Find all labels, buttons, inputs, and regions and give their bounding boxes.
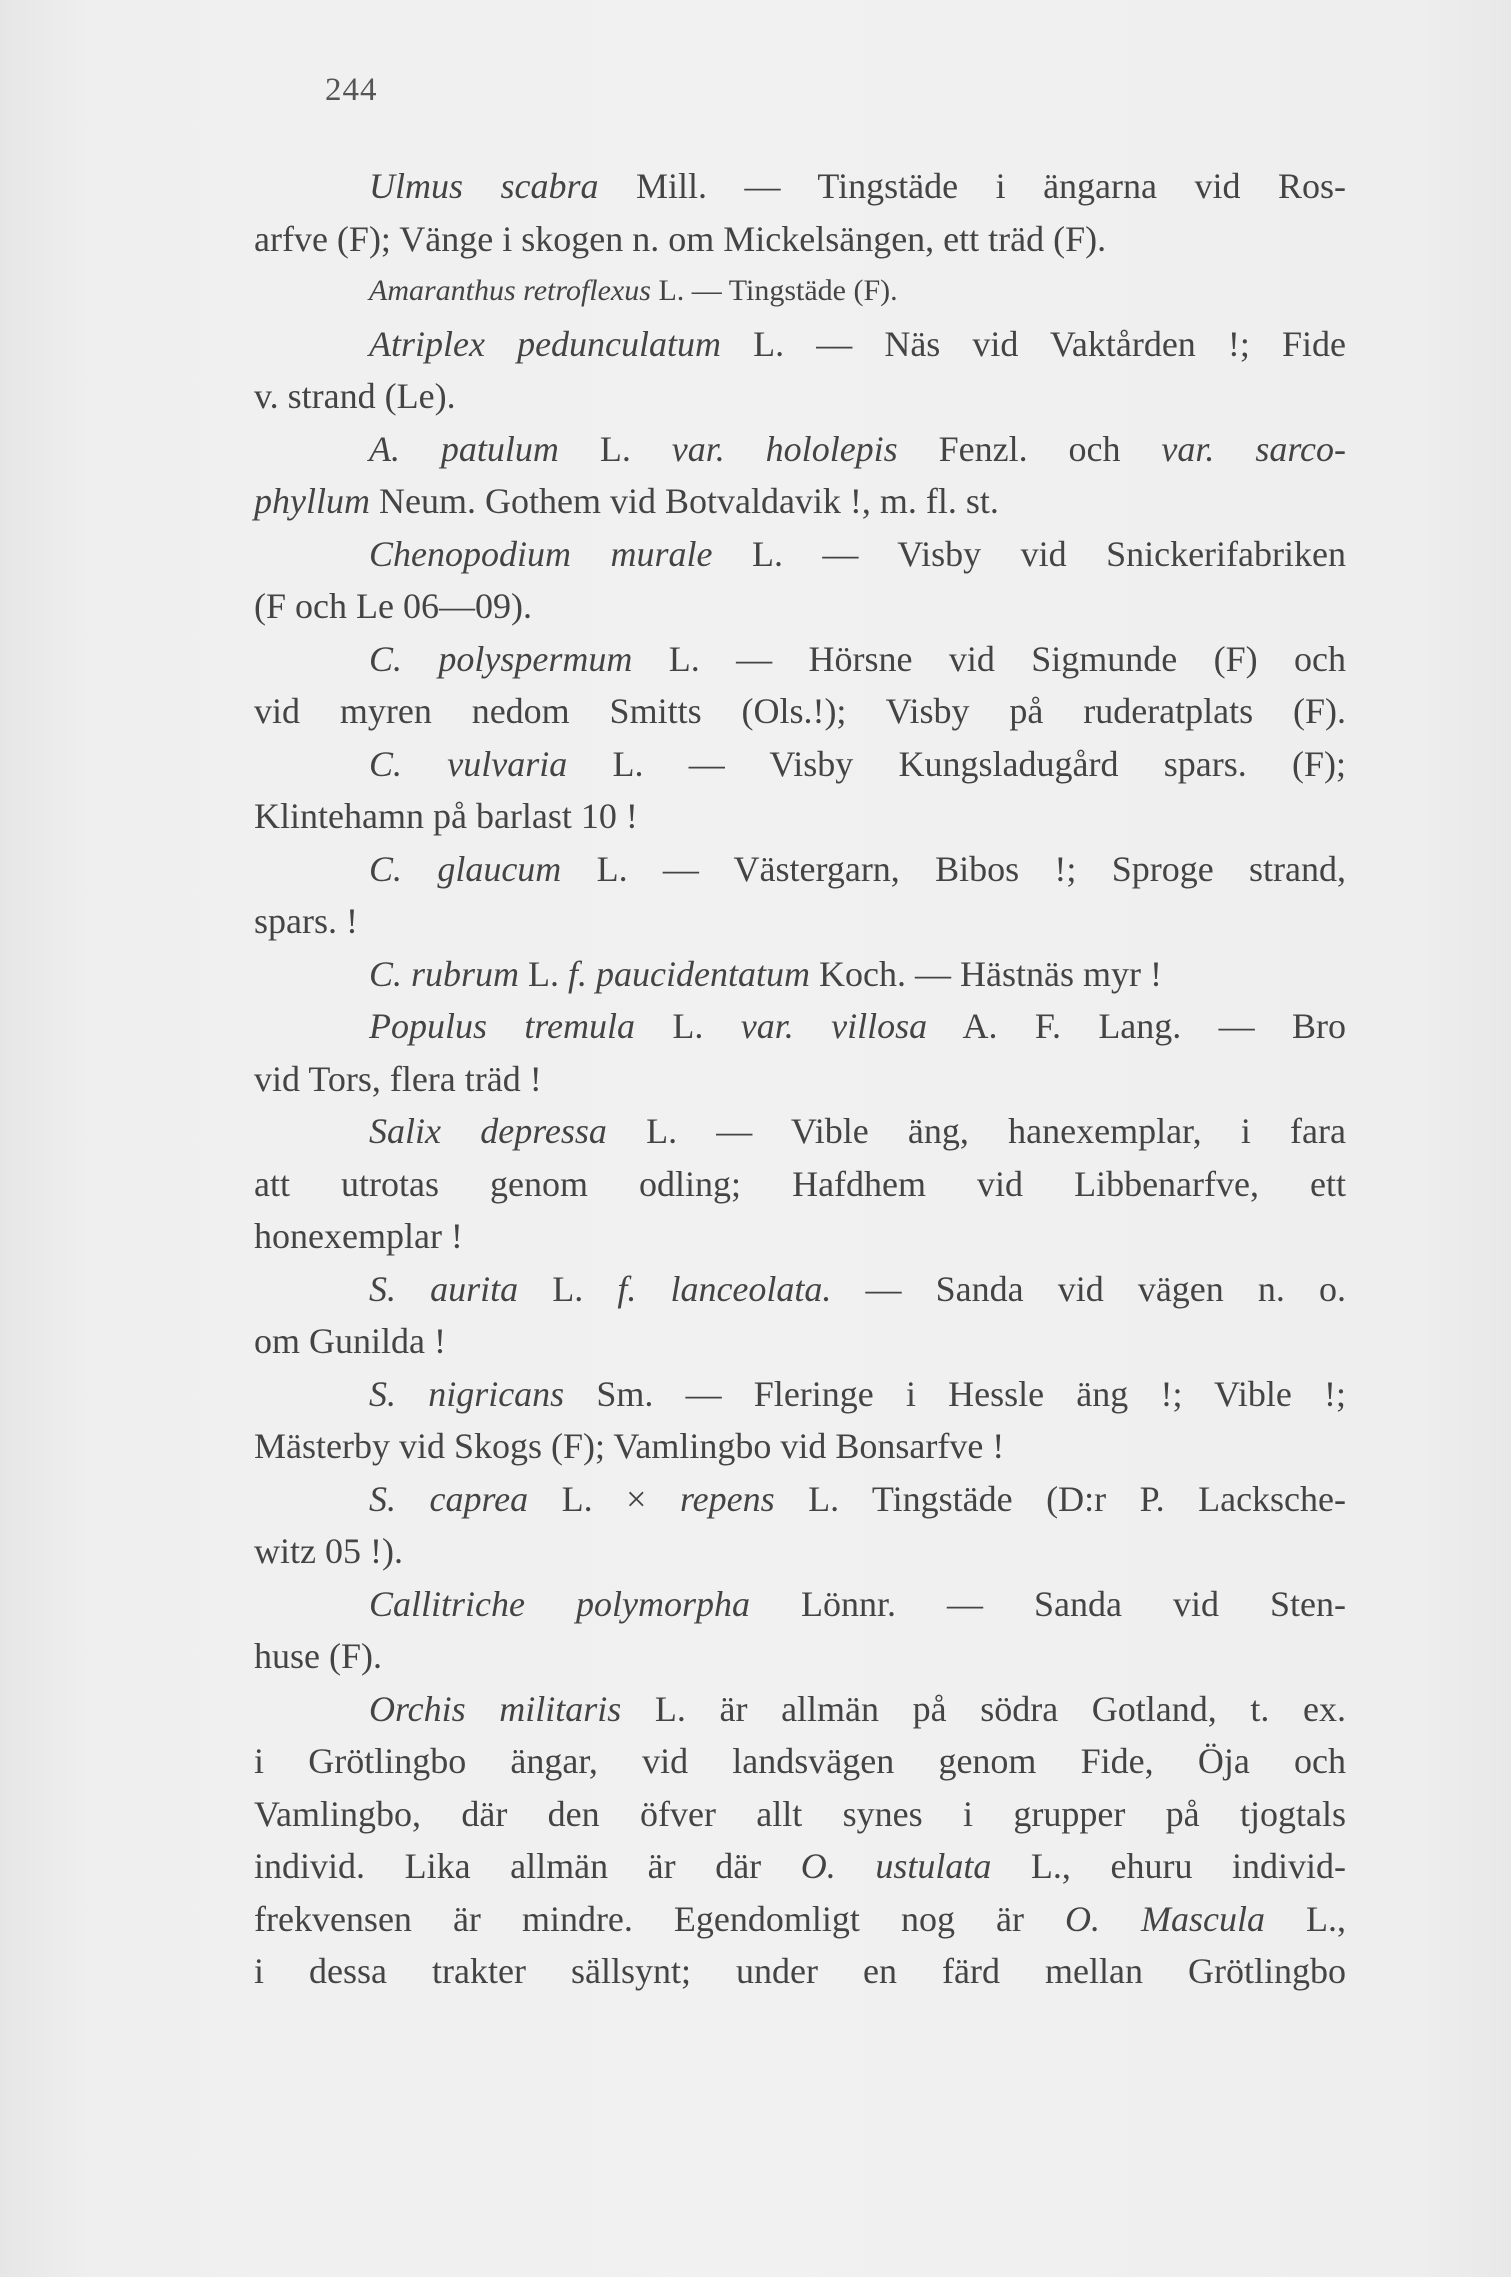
text-line: [254, 1473, 1346, 1526]
text-line: [254, 213, 1346, 266]
text-segment: (F och Le 06—09).: [254, 586, 532, 626]
text-line: [254, 1263, 1346, 1316]
text-segment: L. — Hörsne vid Sigmunde (F) och: [632, 638, 1346, 679]
text-line: [254, 1105, 1346, 1158]
text-line: [254, 528, 1346, 581]
taxon-name-italic: Orchis militaris: [369, 1688, 622, 1729]
taxon-name-italic: var. sarco-: [1161, 428, 1346, 469]
taxon-name-italic: var. villosa: [740, 1006, 928, 1046]
text-segment: — Sanda vid vägen n. o.: [831, 1268, 1347, 1309]
text-line: [254, 1420, 1346, 1473]
taxon-name-italic: S. nigricans: [369, 1373, 565, 1414]
text-segment: L. — Västergarn, Bibos !; Sproge strand,: [561, 848, 1346, 889]
text-line: [254, 580, 1346, 633]
text-segment: att utrotas genom odling; Hafdhem vid Libbenarfve, ett: [254, 1163, 1346, 1204]
taxon-name-italic: O. Mascula: [1064, 1898, 1265, 1939]
taxon-name-italic: S. aurita: [369, 1268, 519, 1309]
text-line: [254, 1000, 1346, 1053]
text-line: [254, 790, 1346, 843]
text-line: [254, 318, 1346, 371]
text-segment: om Gunilda !: [254, 1321, 446, 1361]
text-line: [254, 843, 1346, 896]
page-number: 244: [325, 72, 378, 108]
text-segment: L. — Vible äng, hanexemplar, i fara: [606, 1111, 1346, 1151]
text-segment: Neum. Gothem vid Botvaldavik !, m. fl. st.: [369, 481, 999, 521]
text-segment: L.: [518, 1268, 618, 1309]
text-line: [254, 1053, 1346, 1106]
text-line: [254, 1788, 1346, 1841]
text-segment: L.: [558, 428, 672, 469]
taxon-name-italic: C. glaucum: [369, 848, 562, 889]
text-segment: individ. Lika allmän är där: [254, 1846, 801, 1886]
text-segment: i dessa trakter sällsynt; under en färd mellan Grötlingbo: [254, 1951, 1346, 1991]
text-segment: arfve (F); Vänge i skogen n. om Mickelsängen, ett träd (F).: [254, 218, 1107, 259]
text-line: [254, 1210, 1346, 1263]
text-segment: frekvensen är mindre. Egendomligt nog är: [254, 1898, 1065, 1939]
text-segment: vid myren nedom Smitts (Ols.!); Visby på ruderatplats (F).: [254, 691, 1346, 731]
text-line: [254, 1368, 1346, 1421]
text-line: [254, 160, 1346, 213]
text-line: [254, 1945, 1346, 1998]
text-line: [254, 423, 1346, 476]
text-segment: Vamlingbo, där den öfver allt synes i grupper på tjogtals: [254, 1793, 1346, 1834]
text-line: [254, 265, 1346, 318]
page-body-text: [254, 160, 1346, 1998]
text-segment: i Grötlingbo ängar, vid landsvägen genom Fide, Öja och: [254, 1741, 1346, 1781]
text-line: [254, 370, 1346, 423]
text-segment: L. — Tingstäde (F).: [650, 274, 898, 307]
taxon-name-italic: A. patulum: [369, 428, 559, 469]
text-segment: L.,: [1264, 1898, 1346, 1939]
text-segment: vid Tors, flera träd !: [254, 1058, 542, 1099]
text-segment: witz 05 !).: [254, 1531, 403, 1571]
text-segment: L. Tingstäde (D:r P. Lacksche-: [774, 1478, 1347, 1519]
text-segment: L. — Visby Kungsladugård spars. (F);: [567, 743, 1347, 784]
taxon-name-italic: Chenopodium murale: [369, 533, 713, 574]
text-segment: L.: [635, 1006, 741, 1046]
taxon-name-italic: f. paucidentatum: [568, 953, 810, 994]
text-segment: L., ehuru individ-: [991, 1846, 1347, 1886]
taxon-name-italic: Amaranthus retroflexus: [369, 274, 651, 307]
taxon-name-italic: f. lanceolata.: [617, 1268, 832, 1309]
text-segment: Klintehamn på barlast 10 !: [254, 796, 638, 836]
text-line: [254, 738, 1346, 791]
taxon-name-italic: C. vulvaria: [369, 743, 568, 784]
text-segment: Lönnr. — Sanda vid Sten-: [749, 1583, 1346, 1624]
text-line: [254, 1893, 1346, 1946]
taxon-name-italic: C. rubrum: [369, 953, 520, 994]
taxon-name-italic: O. ustulata: [800, 1846, 992, 1886]
taxon-name-italic: repens: [679, 1478, 775, 1519]
text-line: [254, 1158, 1346, 1211]
text-segment: L. är allmän på södra Gotland, t. ex.: [621, 1688, 1346, 1729]
text-segment: L. — Visby vid Snickerifabriken: [712, 533, 1346, 574]
text-segment: L. — Näs vid Vaktården !; Fide: [721, 323, 1346, 364]
text-segment: Mill. — Tingstäde i ängarna vid Ros-: [598, 166, 1346, 206]
taxon-name-italic: C. polyspermum: [369, 638, 633, 679]
text-segment: Fenzl. och: [897, 428, 1162, 469]
text-line: [254, 475, 1346, 528]
text-segment: spars. !: [254, 901, 358, 941]
taxon-name-italic: Ulmus scabra: [369, 166, 599, 206]
text-segment: honexemplar !: [254, 1216, 463, 1256]
text-segment: Koch. — Hästnäs myr !: [810, 953, 1162, 994]
taxon-name-italic: Populus tremula: [369, 1006, 636, 1046]
text-segment: Sm. — Fleringe i Hessle äng !; Vible !;: [564, 1373, 1346, 1414]
taxon-name-italic: var. hololepis: [671, 428, 898, 469]
text-line: [254, 1578, 1346, 1631]
text-segment: A. F. Lang. — Bro: [927, 1006, 1347, 1046]
taxon-name-italic: Salix depressa: [369, 1111, 607, 1151]
text-segment: L. ×: [528, 1478, 680, 1519]
text-line: [254, 1683, 1346, 1736]
text-segment: v. strand (Le).: [254, 376, 456, 416]
text-line: [254, 1315, 1346, 1368]
text-line: [254, 1735, 1346, 1788]
taxon-name-italic: Callitriche polymorpha: [369, 1583, 750, 1624]
text-line: [254, 633, 1346, 686]
text-line: [254, 1840, 1346, 1893]
taxon-name-italic: Atriplex pedunculatum: [369, 323, 722, 364]
taxon-name-italic: phyllum: [254, 481, 370, 521]
text-segment: Mästerby vid Skogs (F); Vamlingbo vid Bonsarfve !: [254, 1426, 1005, 1466]
text-line: [254, 1630, 1346, 1683]
text-line: [254, 1525, 1346, 1578]
text-line: [254, 948, 1346, 1001]
text-line: [254, 895, 1346, 948]
text-segment: L.: [519, 953, 569, 994]
taxon-name-italic: S. caprea: [369, 1478, 529, 1519]
text-line: [254, 685, 1346, 738]
text-segment: huse (F).: [254, 1636, 382, 1676]
